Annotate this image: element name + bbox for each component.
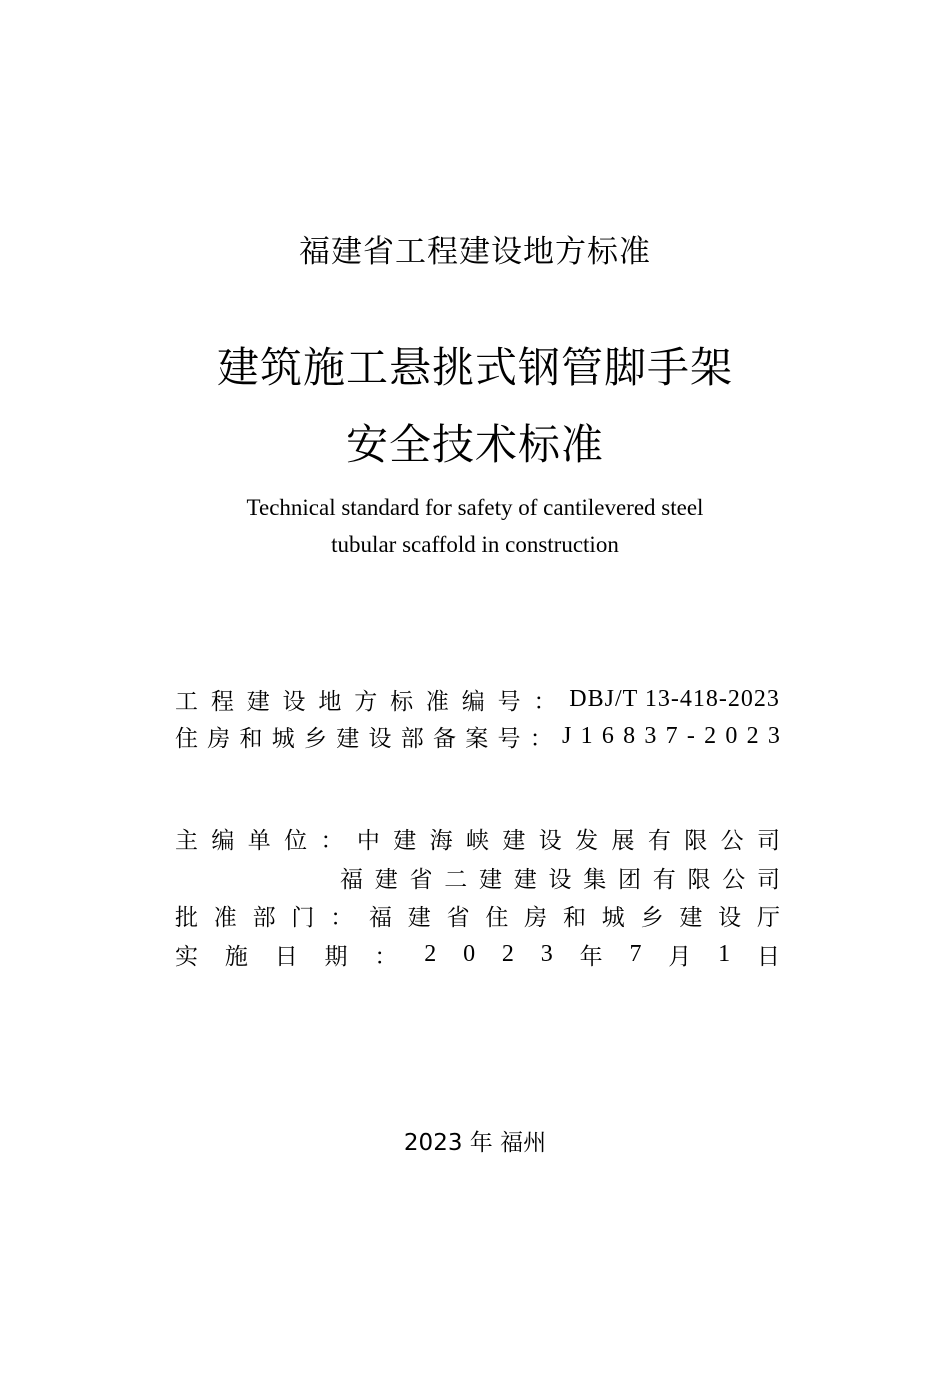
glyph: 房	[524, 904, 548, 931]
glyph: 司	[757, 866, 780, 893]
glyph: 部	[400, 725, 424, 752]
glyph: 有	[647, 827, 671, 854]
glyph: 限	[687, 866, 711, 893]
standard-series: 福建省工程建设地方标准	[299, 234, 651, 270]
glyph: 单	[247, 827, 271, 854]
glyph: 6	[601, 722, 614, 749]
glyph: 主	[175, 827, 198, 854]
document-title-line-1: 建筑施工悬挑式钢管脚手架	[216, 343, 733, 392]
glyph: 和	[239, 725, 263, 752]
glyph: 地	[318, 688, 342, 715]
glyph: 编	[461, 688, 485, 715]
glyph: 设	[718, 904, 742, 931]
glyph: 1	[718, 940, 731, 967]
glyph: 展	[611, 827, 635, 854]
glyph: 海	[429, 827, 453, 854]
glyph: 集	[583, 866, 607, 893]
glyph: 位	[284, 827, 308, 854]
glyph: 发	[575, 827, 599, 854]
glyph: ：	[330, 904, 354, 931]
glyph: 案	[465, 725, 489, 752]
glyph: 方	[354, 688, 378, 715]
glyph: 和	[562, 904, 586, 931]
glyph: ：	[533, 688, 557, 715]
glyph: 1	[580, 722, 593, 749]
record-number-row	[175, 719, 780, 753]
glyph: 批	[175, 904, 198, 931]
glyph: 7	[629, 940, 642, 967]
glyph: ：	[320, 827, 344, 854]
glyph: 施	[224, 943, 248, 970]
glyph: 0	[725, 722, 738, 749]
glyph: 公	[720, 827, 744, 854]
chief-editor-row-2	[340, 860, 780, 894]
glyph: 城	[601, 904, 625, 931]
glyph: 期	[324, 943, 348, 970]
glyph: 工	[175, 688, 198, 715]
glyph: 住	[485, 904, 509, 931]
glyph: -	[686, 722, 695, 749]
glyph: 设	[538, 827, 562, 854]
glyph: 3	[644, 722, 657, 749]
effective-date-row	[175, 937, 780, 971]
glyph: 省	[446, 904, 470, 931]
glyph: 0	[463, 940, 476, 967]
glyph: 2	[424, 940, 437, 967]
glyph: 房	[207, 725, 231, 752]
glyph: 准	[425, 688, 449, 715]
glyph: 2	[501, 940, 514, 967]
glyph: 号	[497, 725, 521, 752]
glyph: 建	[513, 866, 537, 893]
glyph: 设	[368, 725, 392, 752]
glyph: 峡	[466, 827, 489, 854]
glyph: 建	[407, 904, 431, 931]
glyph: 编	[211, 827, 235, 854]
glyph: 年	[579, 943, 603, 970]
glyph: 建	[246, 688, 270, 715]
glyph: 部	[252, 904, 276, 931]
approved-by-row	[175, 898, 780, 932]
glyph: ：	[374, 943, 398, 970]
glyph: 准	[213, 904, 237, 931]
glyph: 建	[336, 725, 360, 752]
english-title-line-2: tubular scaffold in construction	[331, 532, 619, 557]
glyph: 程	[210, 688, 234, 715]
glyph: 3	[540, 940, 553, 967]
standard-number-row	[175, 682, 780, 716]
glyph: J	[562, 722, 572, 749]
glyph: 二	[444, 866, 468, 893]
glyph: 乡	[304, 725, 327, 752]
glyph: 福	[340, 866, 363, 893]
glyph: 建	[393, 827, 417, 854]
glyph: ：	[529, 725, 553, 752]
glyph: 8	[623, 722, 636, 749]
document-title-line-2: 安全技术标准	[345, 420, 604, 469]
glyph: 3	[767, 722, 780, 749]
glyph: 备	[433, 725, 456, 752]
glyph: 省	[409, 866, 433, 893]
glyph: 建	[479, 866, 502, 893]
glyph: 建	[679, 904, 703, 931]
glyph: 门	[291, 904, 315, 931]
glyph: 团	[618, 866, 641, 893]
glyph: 公	[722, 866, 746, 893]
glyph: 福	[368, 904, 392, 931]
glyph: 2	[746, 722, 759, 749]
glyph: 日	[274, 943, 298, 970]
glyph: 设	[282, 688, 306, 715]
glyph: 实	[175, 943, 198, 970]
glyph: 2	[704, 722, 717, 749]
glyph: 厅	[756, 904, 780, 931]
glyph: 有	[652, 866, 676, 893]
glyph: 号	[497, 688, 521, 715]
glyph: 限	[684, 827, 708, 854]
glyph: 城	[271, 725, 295, 752]
glyph: 司	[757, 827, 780, 854]
chief-editor-row	[175, 821, 780, 855]
glyph: 设	[548, 866, 572, 893]
standard-code-value: DBJ/T 13-418-2023	[569, 685, 780, 712]
glyph: 建	[374, 866, 398, 893]
english-title-line-1: Technical standard for safety of cantilevered steel	[246, 495, 704, 520]
glyph: 住	[175, 725, 198, 752]
publication-year-place: 2023 年 福州	[403, 1130, 547, 1156]
glyph: 日	[756, 943, 780, 970]
glyph: 中	[356, 827, 380, 854]
glyph: 建	[502, 827, 526, 854]
glyph: 乡	[640, 904, 664, 931]
glyph: 标	[390, 688, 414, 715]
glyph: 7	[665, 722, 678, 749]
glyph: 月	[668, 943, 692, 970]
